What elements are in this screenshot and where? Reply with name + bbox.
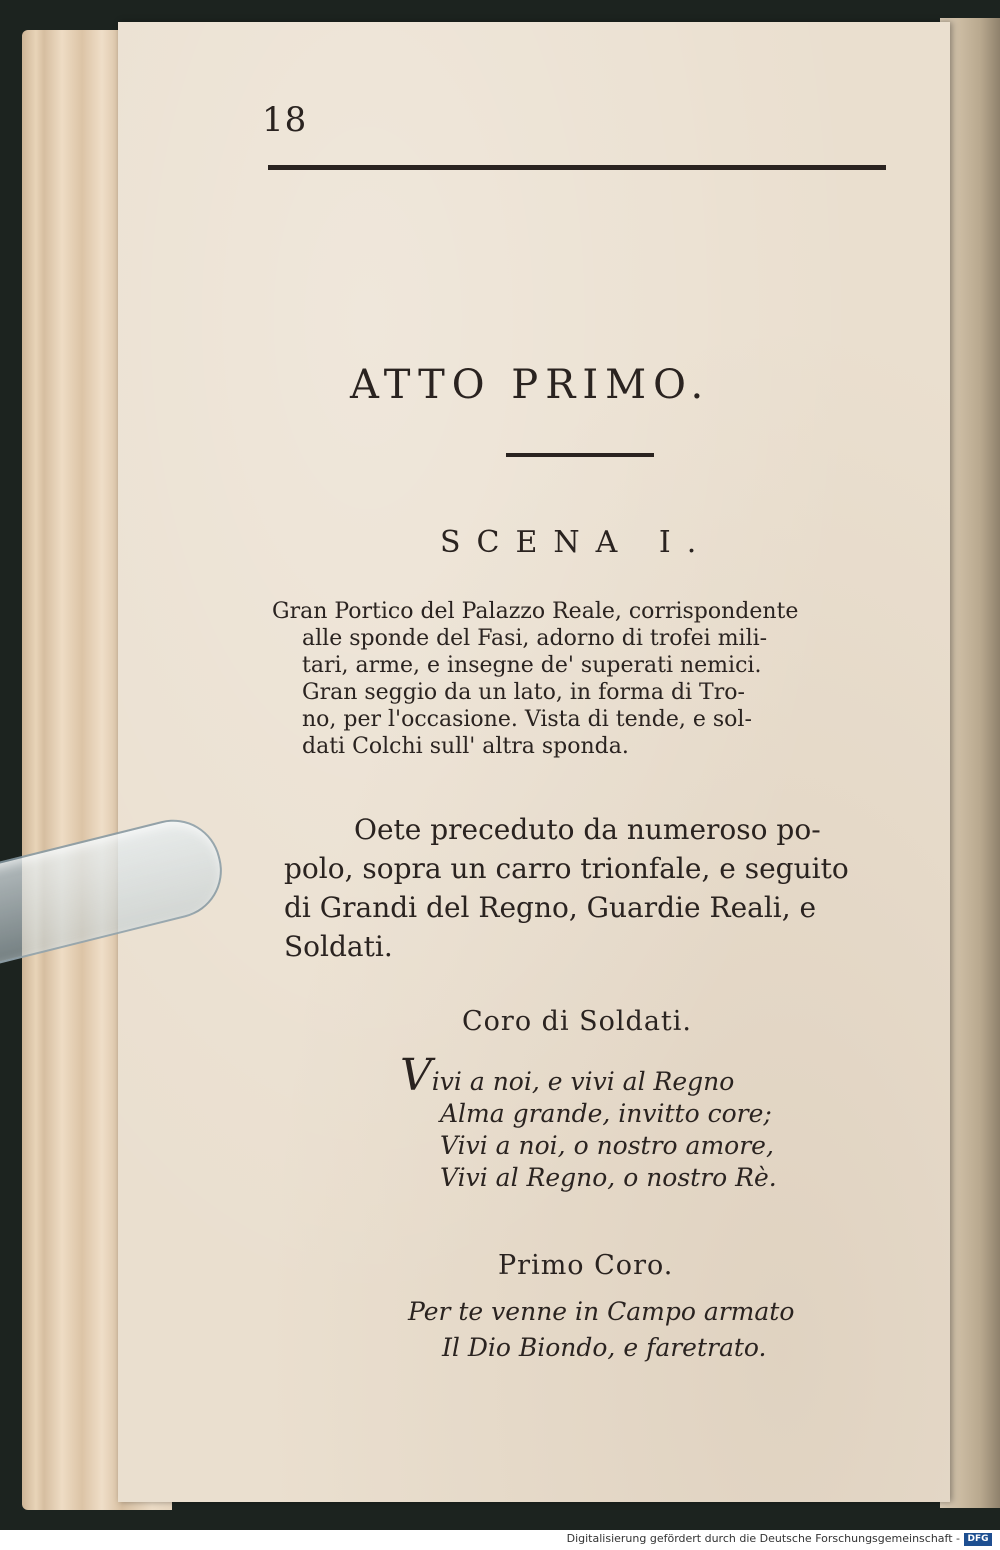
verse-line: Vivi a noi, o nostro amore, (440, 1131, 774, 1160)
stage-direction-line: Gran Portico del Palazzo Reale, corrispondente (272, 599, 799, 624)
scene-title: SCENA I. (440, 525, 713, 560)
verse-line: Per te venne in Campo armato (408, 1297, 795, 1326)
page-number: 18 (262, 100, 308, 140)
verse-line: Alma grande, invitto core; (440, 1099, 772, 1128)
stage-direction (272, 598, 912, 760)
verse-line: Il Dio Biondo, e faretrato. (442, 1333, 767, 1362)
paragraph-line: Oete preceduto da numeroso po- (354, 813, 821, 846)
stage-direction-line: no, per l'occasione. Vista di tende, e sol- (302, 707, 752, 732)
paragraph-line: polo, sopra un carro trionfale, e seguito (284, 852, 849, 885)
act-title: ATTO PRIMO. (350, 362, 711, 408)
dfg-logo: DFG (964, 1533, 992, 1546)
stage-direction-line: tari, arme, e insegne de' superati nemici. (302, 653, 762, 678)
speaker-heading: Coro di Soldati. (462, 1006, 692, 1037)
verse-line-text: ivi a noi, e vivi al Regno (431, 1067, 735, 1096)
stage-direction-line: dati Colchi sull' altra sponda. (302, 734, 629, 759)
stage-direction-line: alle sponde del Fasi, adorno di trofei mili- (302, 626, 768, 651)
entrance-paragraph (284, 810, 904, 966)
footer-credit: Digitalisierung gefördert durch die Deutsche Forschungsgemeinschaft - (566, 1532, 960, 1545)
stage-direction-line: Gran seggio da un lato, in forma di Tro- (302, 680, 745, 705)
header-rule (268, 165, 886, 170)
paragraph-line: di Grandi del Regno, Guardie Reali, e (284, 891, 817, 924)
verse-block (400, 1050, 777, 1194)
drop-cap: V (400, 1050, 432, 1101)
verse-block (408, 1294, 794, 1366)
paragraph-line: Soldati. (284, 930, 393, 963)
verse-line: Vivi al Regno, o nostro Rè. (440, 1163, 777, 1192)
section-divider (506, 453, 654, 457)
verse-line (400, 1050, 777, 1101)
speaker-heading: Primo Coro. (498, 1250, 674, 1281)
